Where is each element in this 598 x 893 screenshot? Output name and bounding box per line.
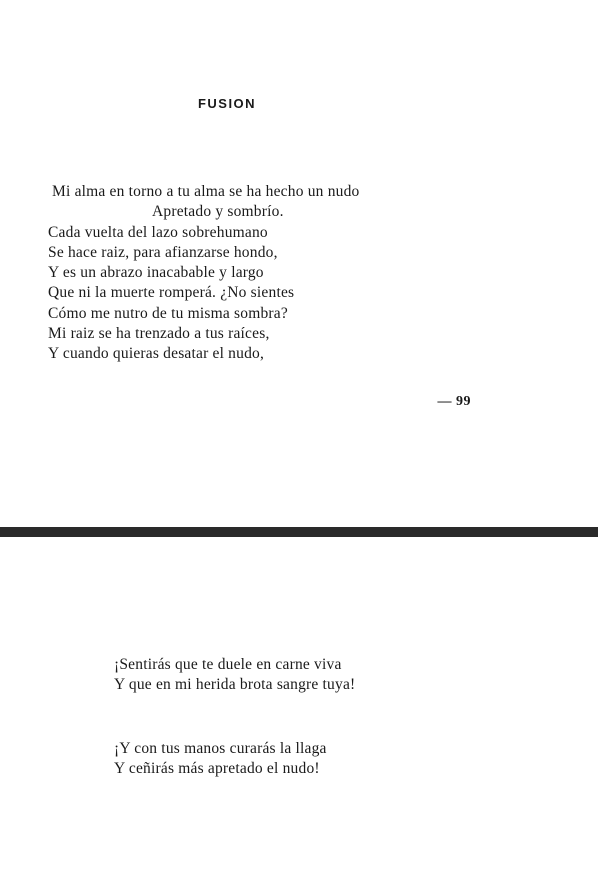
- poem-verse-5: Y es un abrazo inacabable y largo: [48, 264, 264, 282]
- poem-title: FUSION: [197, 96, 257, 111]
- poem-stanza: [48, 182, 448, 365]
- poem-verse-13: Y ceñirás más apretado el nudo!: [114, 760, 320, 778]
- poem-verse-2: Apretado y sombrío.: [152, 203, 284, 221]
- poem-stanza-continued-2: [114, 739, 494, 780]
- poem-verse-9: Y cuando quieras desatar el nudo,: [48, 345, 265, 363]
- book-page-bottom: [0, 537, 598, 893]
- poem-verse-10: ¡Sentirás que te duele en carne viva: [114, 656, 342, 673]
- page-divider: [0, 527, 598, 537]
- page-number: — 99: [437, 394, 471, 409]
- poem-verse-12: ¡Y con tus manos curarás la llaga: [114, 740, 327, 757]
- poem-verse-7: Cómo me nutro de tu misma sombra?: [48, 304, 288, 322]
- poem-verse-6: Que ni la muerte romperá. ¿No sientes: [48, 284, 295, 302]
- poem-verse-8: Mi raiz se ha trenzado a tus raíces,: [48, 325, 270, 343]
- poem-verse-4: Se hace raiz, para afianzarse hondo,: [48, 243, 278, 261]
- poem-verse-3: Cada vuelta del lazo sobrehumano: [48, 223, 268, 241]
- poem-stanza-continued-1: [114, 655, 494, 696]
- poem-verse-1: Mi alma en torno a tu alma se ha hecho un nudo: [52, 183, 360, 200]
- poem-verse-11: Y que en mi herida brota sangre tuya!: [114, 676, 356, 694]
